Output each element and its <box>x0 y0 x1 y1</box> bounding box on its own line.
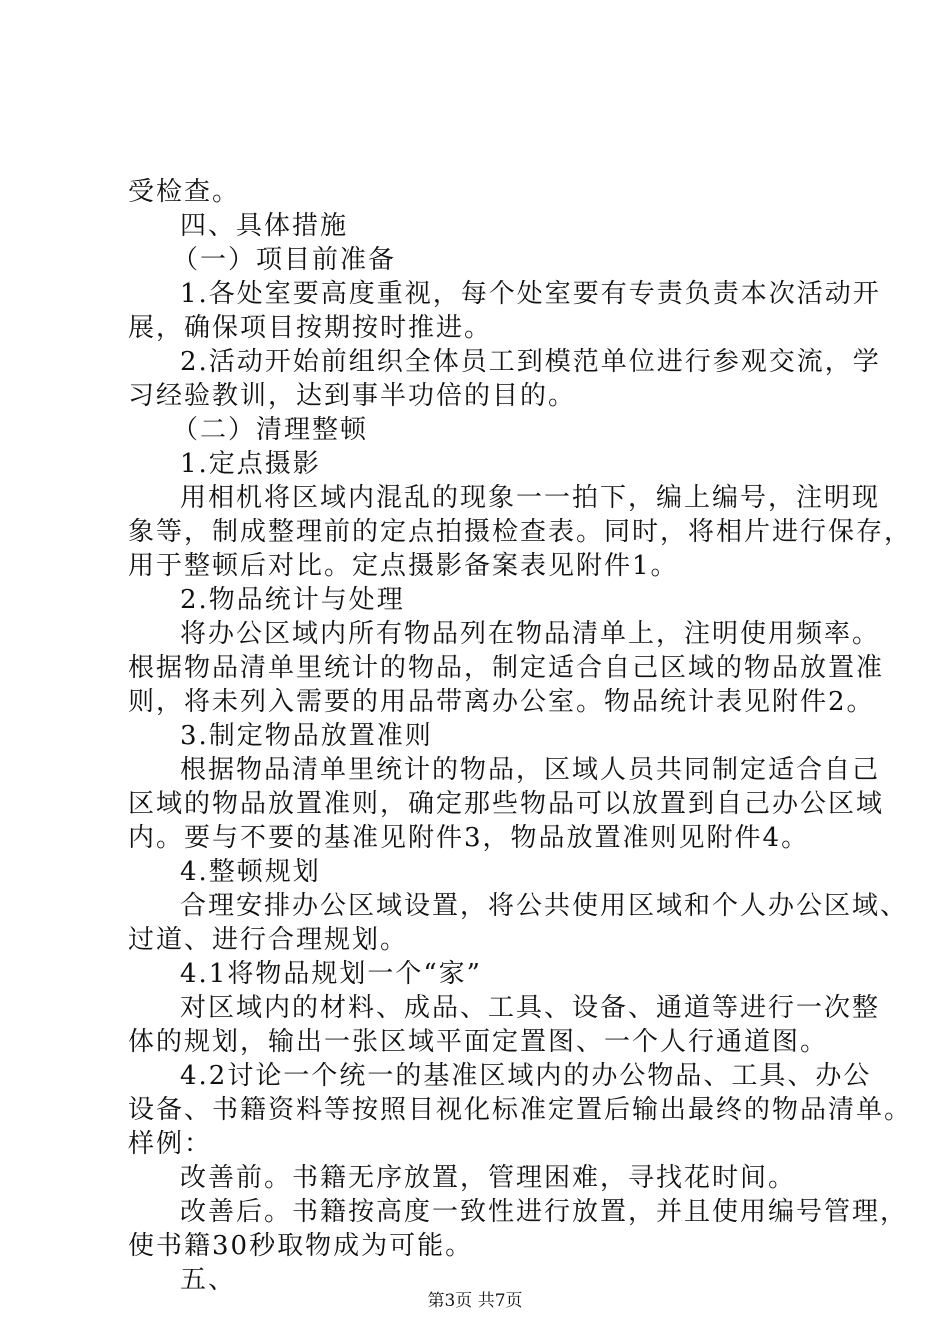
text-line: 根据物品清单里统计的物品，区域人员共同制定适合自己 <box>180 755 881 785</box>
text-line: 改善后。书籍按高度一致性进行放置，并且使用编号管理， <box>180 1197 909 1227</box>
text-line: 合理安排办公区域设置，将公共使用区域和个人办公区域、 <box>180 891 909 921</box>
subsection-heading: （二）清理整顿 <box>172 415 369 445</box>
text-line: 4.2讨论一个统一的基准区域内的办公物品、工具、办公 <box>180 1061 872 1091</box>
text-line: 使书籍30秒取物成为可能。 <box>128 1231 474 1261</box>
section-heading: 四、具体措施 <box>180 211 349 241</box>
text-line: 1.各处室要高度重视，每个处室要有专责负责本次活动开 <box>180 279 881 309</box>
section-heading: 五、 <box>180 1265 237 1295</box>
text-line: 对区域内的材料、成品、工具、设备、通道等进行一次整 <box>180 993 881 1023</box>
text-line: 内。要与不要的基准见附件3，物品放置准则见附件4。 <box>128 823 810 853</box>
subsection-heading: （一）项目前准备 <box>172 245 397 275</box>
page-footer <box>0 1289 950 1313</box>
text-line: 体的规划，输出一张区域平面定置图、一个人行通道图。 <box>128 1027 829 1057</box>
item-heading: 1.定点摄影 <box>180 449 321 479</box>
text-line: 根据物品清单里统计的物品，制定适合自己区域的物品放置准 <box>128 653 885 683</box>
item-heading: 4.1将物品规划一个“家” <box>180 959 482 989</box>
text-line: 将办公区域内所有物品列在物品清单上，注明使用频率。 <box>180 619 881 649</box>
text-line: 展，确保项目按期按时推进。 <box>128 313 493 343</box>
text-line: 样例： <box>128 1129 213 1159</box>
text-line: 改善前。书籍无序放置，管理困难，寻找花时间。 <box>180 1163 797 1193</box>
text-line: 用相机将区域内混乱的现象一一拍下，编上编号，注明现 <box>180 483 881 513</box>
text-line: 设备、书籍资料等按照目视化标准定置后输出最终的物品清单。 <box>128 1095 913 1125</box>
text-line: 2.活动开始前组织全体员工到模范单位进行参观交流，学 <box>180 347 881 377</box>
text-line: 区域的物品放置准则，确定那些物品可以放置到自己办公区域 <box>128 789 885 819</box>
item-heading: 3.制定物品放置准则 <box>180 721 433 751</box>
item-heading: 2.物品统计与处理 <box>180 585 405 615</box>
text-line: 习经验教训，达到事半功倍的目的。 <box>128 381 577 411</box>
text-line: 过道、进行合理规划。 <box>128 925 409 955</box>
text-line: 用于整顿后对比。定点摄影备案表见附件1。 <box>128 551 679 581</box>
item-heading: 4.整顿规划 <box>180 857 321 887</box>
text-line: 受检查。 <box>128 177 241 207</box>
text-line: 则，将未列入需要的用品带离办公室。物品统计表见附件2。 <box>128 687 875 717</box>
page-number: 第3页 共7页 <box>427 1291 523 1311</box>
text-line: 象等，制成整理前的定点拍摄检查表。同时，将相片进行保存， <box>128 517 913 547</box>
